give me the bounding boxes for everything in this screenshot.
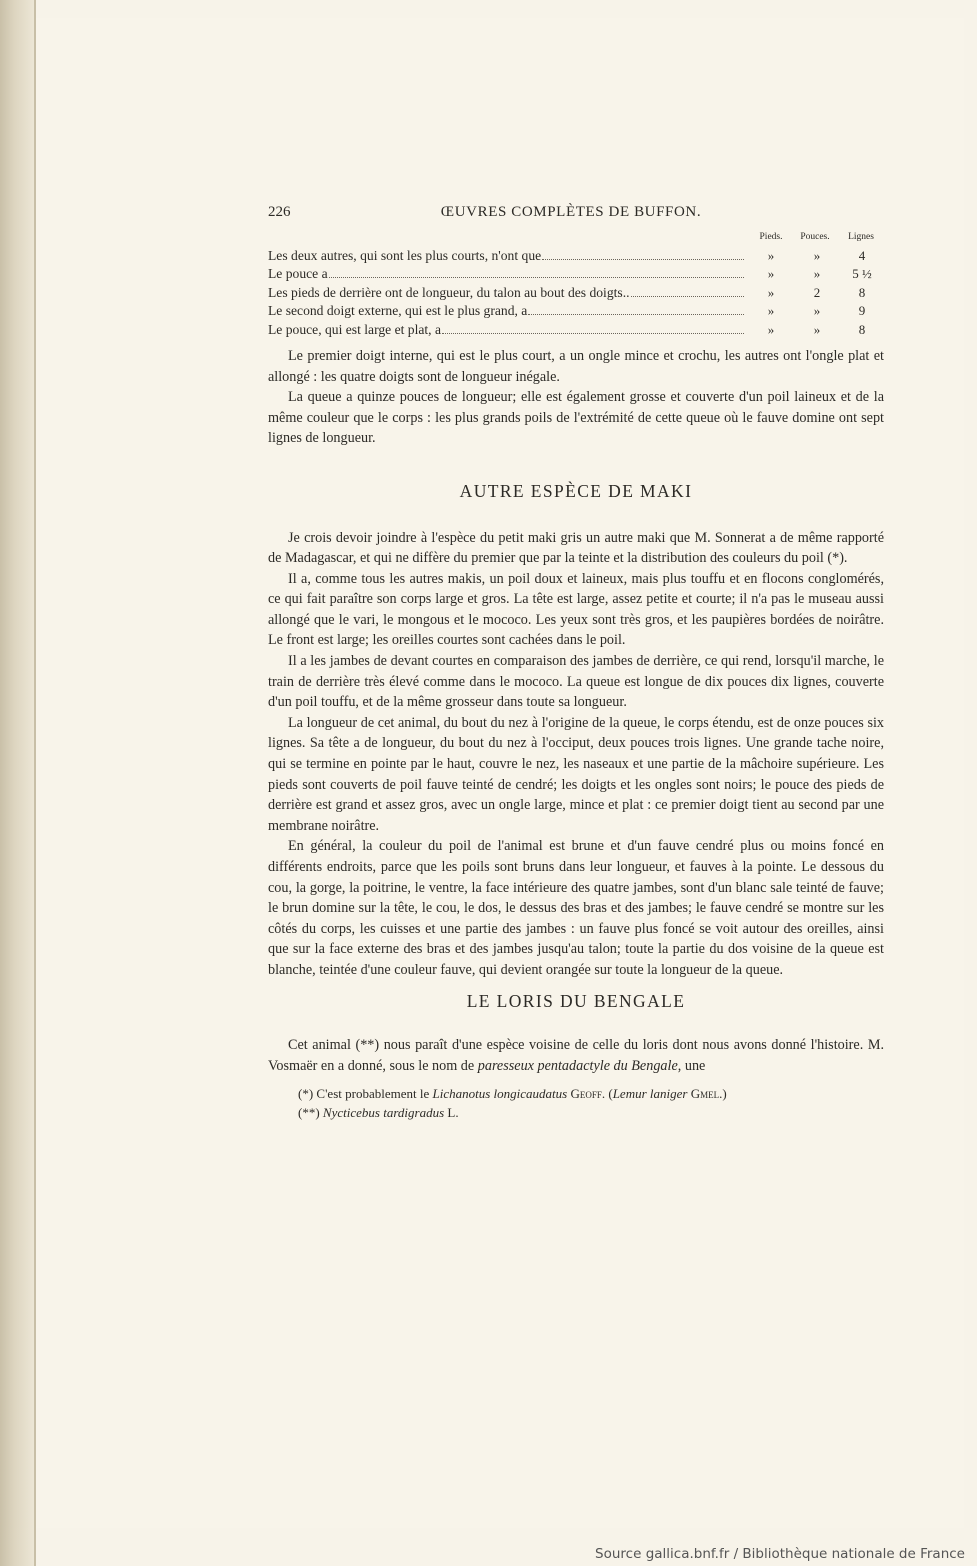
- column-header-pouces: Pouces.: [800, 232, 830, 242]
- value-pouces: »: [813, 266, 821, 282]
- source-credit: Source gallica.bnf.fr / Bibliothèque nationale de France: [595, 1546, 965, 1562]
- footnote-species-alt: Lemur laniger: [612, 1086, 688, 1102]
- paragraph: La longueur de cet animal, du bout du nez à l'origine de la queue, le corps étendu, est de onze pouces six lignes. Sa tête a de longueur, du bout du nez à l'occiput, deux pouces trois lignes. Une grande tache noire, qui se termine en pointe par le haut, couvre le nez, les naseaux et une partie de la mâchoire supérieure. Les pieds sont couverts de poil fauve teinté de cendré; les doigts et les ongles sont noirs; le pouce des pieds de derrière est grand et assez gros, avec un ongle large, mince et plat : ce premier doigt tient au second par une membrane noirâtre.: [268, 714, 884, 834]
- column-header-pieds: Pieds.: [759, 232, 783, 242]
- value-pouces: »: [813, 321, 821, 337]
- paragraph: Il a les jambes de devant courtes en comparaison des jambes de derrière, ce qui rend, lorsqu'il marche, le train de derrière très élevé comme dans le mococo. La queue est longue de dix pouces dix lignes, couverte d'un poil touffu, et de la même grosseur dans toute sa longueur.: [268, 653, 884, 711]
- column-header-lignes: Lignes: [848, 232, 874, 242]
- paragraph: Je crois devoir joindre à l'espèce du petit maki gris un autre maki que M. Sonnerat a de même rapporté de Madagascar, et qui ne diffère du premier que par la teinte et la distribution des couleurs du poil (*).: [268, 529, 884, 567]
- measurement-row: [268, 320, 884, 338]
- page-number: 226: [268, 204, 291, 220]
- footnote-species: Nycticebus tardigradus: [322, 1105, 445, 1121]
- paragraph: La queue a quinze pouces de longueur; elle est également grosse et couverte d'un poil laineux et de la même couleur que le corps : les plus grands poils de l'extrémité de cette queue où le fauve domine ont sept lignes de longueur.: [268, 389, 884, 447]
- value-lignes: 5 ½: [852, 266, 872, 282]
- value-lignes: 4: [858, 248, 866, 263]
- paragraph: En général, la couleur du poil de l'animal est brune et d'un fauve cendré plus ou moins foncé en différents endroits, parce que les poils sont bruns dans leur longueur, et fauves à la pointe. Le dessous du cou, la gorge, la poitrine, le ventre, la face intérieure des quatre jambes, sont d'un blanc sale teinté de fauve; le brun domine sur la tête, le cou, le dos, le dessus des bras et des jambes; le fauve cendré se montre sur les côtés du corps, les cuisses et une partie des jambes : un fauve plus foncé se voit autour des oreilles, ainsi que sur la face externe des bras et des jambes jusqu'au talon; toute la partie du dos voisine de la queue est blanche, teintée d'une couleur fauve, qui devient orangée sur toute la longueur de la queue.: [268, 838, 884, 978]
- measurement-label: Le second doigt externe, qui est le plus grand, a: [268, 303, 528, 319]
- measurement-column-headers: [268, 230, 884, 244]
- paragraph: Il a, comme tous les autres makis, un poil doux et laineux, mais plus touffu et en flocons conglomérés, ce qui fait paraître son corps large et gros. La tête est large, assez petite et courte; il n'a pas le museau aussi allongé que le vari, le mongous et le mococo. Les yeux sont très gros, et les paupières bordées de noirâtre. Le front est large; les oreilles courtes sont cachées dans le poil.: [268, 570, 884, 649]
- measurement-label: Le pouce, qui est large et plat, a: [268, 321, 442, 337]
- footnote: [268, 1103, 884, 1122]
- footnote-mark: (**): [298, 1105, 320, 1121]
- dot-leader: [631, 284, 745, 297]
- loris-text-end: , une: [677, 1057, 706, 1074]
- dot-leader: [542, 247, 744, 260]
- dot-leader: [442, 321, 744, 334]
- dot-leader: [329, 265, 744, 278]
- value-pieds: »: [767, 321, 775, 337]
- footnote-mark: (*): [298, 1086, 314, 1102]
- measurement-row: [268, 301, 884, 319]
- footnote-text: C'est probablement le: [316, 1086, 433, 1102]
- value-pieds: »: [767, 303, 775, 319]
- measurement-table: [268, 246, 884, 338]
- value-lignes: 8: [858, 321, 866, 337]
- measurement-label: Le pouce a: [268, 266, 328, 282]
- footnote: (*) C'est probablement le Lichanotus longicaudatus Geoff. (Lemur laniger Gmel.): [298, 1086, 727, 1102]
- section-heading-maki: AUTRE ESPÈCE DE MAKI: [459, 480, 693, 501]
- running-title: ŒUVRES COMPLÈTES DE BUFFON.: [440, 204, 702, 220]
- value-pieds: »: [767, 248, 775, 263]
- measurement-label: Les deux autres, qui sont les plus courts, n'ont que: [268, 248, 542, 263]
- loris-text-italic: paresseux pentadactyle du Bengale: [477, 1057, 678, 1074]
- value-lignes: 8: [858, 284, 866, 300]
- value-pieds: »: [767, 284, 775, 300]
- value-pieds: »: [767, 266, 775, 282]
- value-lignes: 9: [858, 303, 866, 319]
- dot-leader: [528, 302, 744, 315]
- value-pouces: »: [813, 303, 821, 319]
- value-pouces: »: [813, 248, 821, 263]
- footnote-species: Lichanotus longicaudatus: [432, 1086, 568, 1102]
- footnote-author: Geoff.: [570, 1086, 606, 1102]
- measurement-label: Les pieds de derrière ont de longueur, du talon au bout des doigts..: [268, 284, 630, 300]
- measurement-row: [268, 246, 884, 264]
- footnotes: [268, 1084, 884, 1122]
- value-pouces: 2: [813, 284, 821, 300]
- footnote-author-alt: Gmel.: [690, 1086, 723, 1102]
- paragraph: Le premier doigt interne, qui est le plus court, a un ongle mince et crochu, les autres ont l'ongle plat et allongé : les quatre doigts sont de longueur inégale.: [268, 347, 884, 385]
- section-heading-loris: LE LORIS DU BENGALE: [466, 990, 686, 1011]
- running-header: [268, 202, 884, 226]
- measurement-row: [268, 264, 884, 282]
- measurement-row: [268, 283, 884, 301]
- page-binding-edge: [0, 0, 36, 1566]
- page-content: [268, 202, 884, 1122]
- paragraph-loris: [268, 1035, 884, 1076]
- footnote-author: L.: [447, 1105, 459, 1121]
- loris-text-start: Cet animal (**) nous paraît d'une espèce voisine de celle du loris dont nous avons donné l'histoire. M. Vosmaër en a donné, sous le nom de: [268, 1037, 884, 1074]
